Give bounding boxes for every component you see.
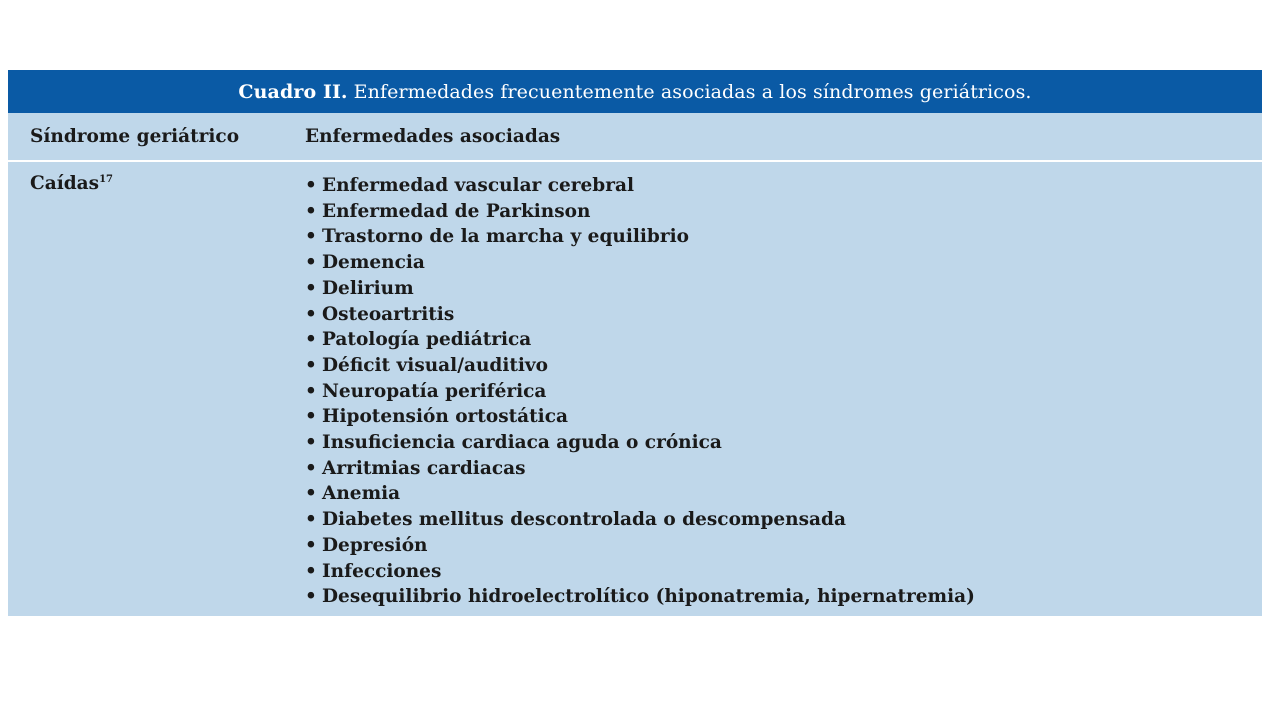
list-item: • Osteoartritis xyxy=(305,302,1262,328)
table-caption xyxy=(8,70,1262,113)
table-row xyxy=(8,162,1262,610)
syndrome-name: Caídas xyxy=(30,173,100,194)
diseases-cell xyxy=(305,173,1262,610)
list-item: • Desequilibrio hidroelectrolítico (hiponatremia, hipernatremia) xyxy=(305,584,1262,610)
list-item: • Infecciones xyxy=(305,559,1262,585)
list-item: • Patología pediátrica xyxy=(305,327,1262,353)
list-item: • Demencia xyxy=(305,250,1262,276)
syndrome-cell xyxy=(8,173,305,610)
list-item: • Arritmias cardiacas xyxy=(305,456,1262,482)
disease-list xyxy=(305,173,1262,610)
list-item: • Trastorno de la marcha y equilibrio xyxy=(305,224,1262,250)
list-item: • Insuficiencia cardiaca aguda o crónica xyxy=(305,430,1262,456)
geriatric-syndromes-table xyxy=(8,70,1262,616)
caption-label: Cuadro II. xyxy=(238,80,348,103)
list-item: • Depresión xyxy=(305,533,1262,559)
list-item: • Diabetes mellitus descontrolada o descompensada xyxy=(305,507,1262,533)
list-item: • Hipotensión ortostática xyxy=(305,404,1262,430)
reference-superscript: 17 xyxy=(99,174,113,185)
list-item: • Enfermedad vascular cerebral xyxy=(305,173,1262,199)
caption-text: Enfermedades frecuentemente asociadas a los síndromes geriátricos. xyxy=(353,80,1032,103)
list-item: • Enfermedad de Parkinson xyxy=(305,199,1262,225)
header-diseases: Enfermedades asociadas xyxy=(305,126,561,147)
list-item: • Delirium xyxy=(305,276,1262,302)
list-item: • Anemia xyxy=(305,481,1262,507)
list-item: • Neuropatía periférica xyxy=(305,379,1262,405)
list-item: • Déficit visual/auditivo xyxy=(305,353,1262,379)
header-syndrome: Síndrome geriátrico xyxy=(30,126,240,147)
table-header-row xyxy=(8,113,1262,162)
